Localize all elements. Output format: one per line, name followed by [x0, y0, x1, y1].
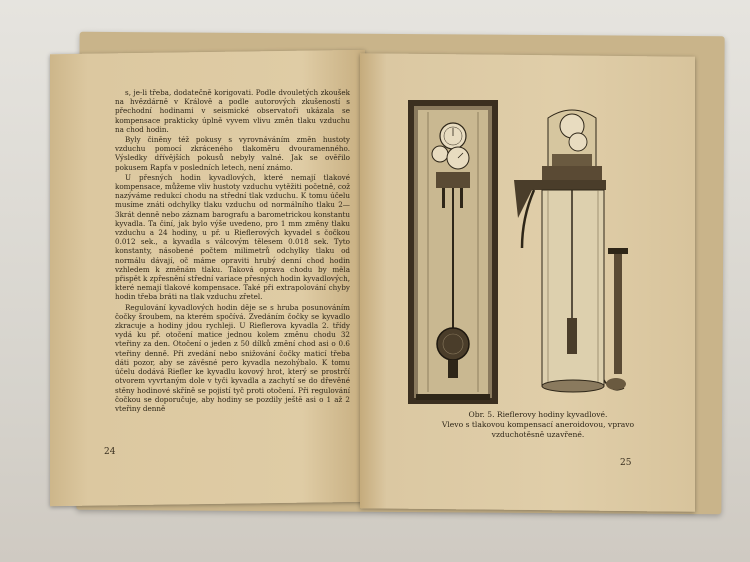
- left-page-number: 24: [104, 447, 116, 457]
- left-page-body: [115, 88, 350, 413]
- paragraph: Byly činěny též pokusy s vyrovnáváním změn hustoty vzduchu pomocí zkráceného tlakoměru dvouramenného. Výsledky dřívějších pokusů nebyly valné. Jak se ověřilo pokusem Rapfa v posledních letech, není známo.: [115, 135, 350, 172]
- paragraph: U přesných hodin kyvadlových, které nemají tlakové kompensace, můžeme vliv hustoty vzduchu vytěžiti početně, což nazýváme redukcí chodu na střední tlak vzduchu. K tomu účelu musíme znáti odchylky tlaku vzduchu od normálního tlaku 2—3krát denně nebo záznam barografu a barometrickou konstantu kyvadla. Ta činí, jak bylo výše uvedeno, pro 1 mm změny tlaku vzduchu a 24 hodiny, u př. u Rieflerových kyvadel s čočkou 0.012 sek., a kyvadla s válcovým tělesem 0.018 sek. Tyto konstanty, násobené počtem milimetrů odchylky tlaku od normálu dávají, oč máme opraviti hrubý denní chod hodin vzhledem k změnám tlaku. Taková oprava chodu by měla přispět k zpřesnění střední variace přesných hodin kyvadlových, které nemají tlakové kompensace. Také při extrapolování chyby hodin třeba bráti na tlak vzduchu zřetel.: [115, 172, 350, 302]
- caption-line: Vlevo s tlakovou kompensací aneroidovou, vpravo: [441, 420, 635, 429]
- caption-line: vzduchotěsně uzavřené.: [491, 430, 585, 439]
- paragraph: s, je-li třeba, dodatečně korigovati. Podle dvouletých zkoušek na hvězdárně v Králově a podle autorových zkušeností s přechodní hodinami v seismické observatoři ukázala se kompensace prakticky úplně vyvem vlivu změn tlaku vzduchu na chod hodin.: [115, 88, 350, 134]
- caption-line: Obr. 5. Rieflerovy hodiny kyvadlové.: [468, 410, 608, 419]
- paragraph: Regulování kyvadlových hodin děje se s hruba posunováním čočky šroubem, na kterém spočívá. Zvedáním čočky se kyvadlo zkracuje a hodiny jdou rychleji. U Rieflerova kyvadla 2. třídy vydá ku př. otočení matice jednou kolem změnu chodu 32 vteřiny za den. Otočení o jeden z 50 dílků změní chod asi o 0.6 vteřiny denně. Při zvedání nebo snižování čočky maticí třeba dáti pozor, aby se závěsné pero kyvadla nezohýbalo. K tomu účelu dodává Riefler ke kyvadlu kovový hrot, který se prostrčí otvorem vyvrtaným dole v tyči kyvadla a zachytí se do dřevěné stěny hodinové skříně se pojistí tyč proti otočení. Při regulování čočkou se doporučuje, aby hodiny se pozdily ještě asi o 1 až 2 vteřiny denně: [115, 302, 350, 413]
- right-clock-engraving: [514, 110, 628, 392]
- left-clock-engraving: [408, 100, 498, 404]
- right-page-number: 25: [620, 458, 632, 468]
- pendulum-clocks-illustration: [402, 98, 640, 408]
- figure-caption: [420, 410, 656, 440]
